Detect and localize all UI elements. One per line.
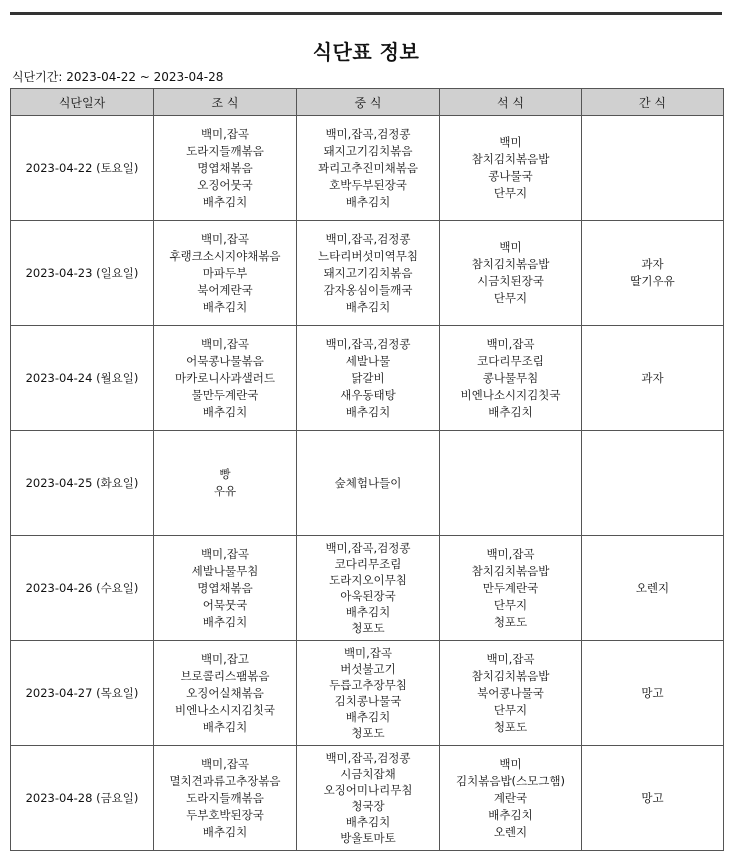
date-cell: 2023-04-28 (금요일) [11, 746, 154, 851]
dinner-item: 비엔나소시지김칫국 [460, 387, 561, 402]
snack-item: 딸기우유 [630, 274, 675, 288]
lunch-item: 배추김치 [345, 404, 391, 419]
lunch-item: 닭갈비 [351, 370, 385, 385]
lunch-cell [297, 431, 440, 536]
meal-table [10, 88, 724, 851]
dinner-cell [440, 431, 582, 536]
dinner-item: 만두계란국 [482, 580, 539, 595]
breakfast-item: 물만두계란국 [191, 387, 259, 402]
table-header-row [11, 89, 724, 116]
lunch-item: 배추김치 [345, 815, 391, 829]
lunch-item: 오징어미나리무침 [323, 783, 413, 797]
breakfast-item: 후랭크소시지야채볶음 [169, 248, 281, 263]
breakfast-item: 두부호박된장국 [186, 807, 264, 822]
header-snack: 간 식 [582, 89, 724, 116]
dinner-cell [440, 116, 582, 221]
dinner-item: 단무지 [493, 186, 528, 200]
lunch-item: 백미,잡곡,검정콩 [325, 126, 411, 141]
dinner-item: 백미,잡곡 [486, 336, 535, 351]
table-row [11, 221, 724, 326]
lunch-item: 아욱된장국 [340, 589, 396, 603]
breakfast-item: 마파두부 [202, 265, 248, 280]
lunch-item: 꽈리고추진미채볶음 [318, 160, 418, 175]
lunch-item: 배추김치 [345, 299, 391, 314]
date-cell: 2023-04-27 (목요일) [11, 641, 154, 746]
table-row [11, 431, 724, 536]
top-divider [10, 12, 722, 15]
breakfast-item: 브로콜리스팸볶음 [180, 668, 270, 683]
table-row [11, 641, 724, 746]
breakfast-item: 빵 [219, 467, 231, 481]
date-cell: 2023-04-25 (화요일) [11, 431, 154, 536]
snack-cell [582, 746, 724, 851]
lunch-item: 배추김치 [345, 194, 391, 209]
header-dinner: 석 식 [440, 89, 582, 116]
date-cell: 2023-04-24 (월요일) [11, 326, 154, 431]
snack-item: 과자 [641, 370, 664, 385]
snack-item: 망고 [641, 685, 664, 700]
dinner-cell [440, 641, 582, 746]
dinner-item: 백미 [499, 135, 522, 149]
lunch-item: 방울토마토 [340, 831, 396, 845]
date-cell: 2023-04-23 (일요일) [11, 221, 154, 326]
lunch-item: 백미,잡곡,검정콩 [325, 751, 411, 765]
dinner-item: 콩나물국 [488, 169, 533, 183]
lunch-cell [297, 536, 440, 641]
breakfast-item: 백미,잡곡 [200, 756, 250, 771]
lunch-item: 청포도 [351, 621, 385, 635]
dinner-cell [440, 326, 582, 431]
breakfast-item: 명엽채볶음 [197, 160, 253, 175]
breakfast-item: 배추김치 [202, 824, 248, 839]
dinner-item: 단무지 [493, 702, 528, 717]
snack-cell [582, 116, 724, 221]
dinner-item: 백미,잡곡 [486, 546, 535, 561]
dinner-item: 참치김치볶음밥 [471, 152, 550, 166]
breakfast-item: 백미,잡곡 [200, 231, 250, 246]
breakfast-item: 배추김치 [202, 404, 248, 419]
dinner-item: 청포도 [493, 719, 528, 734]
snack-cell [582, 431, 724, 536]
lunch-item: 세발나물 [345, 353, 391, 368]
dinner-cell [440, 221, 582, 326]
breakfast-cell [154, 116, 297, 221]
lunch-item: 백미,잡곡,검정콩 [325, 231, 411, 246]
snack-cell [582, 641, 724, 746]
breakfast-item: 배추김치 [202, 299, 248, 314]
lunch-item: 배추김치 [345, 605, 391, 619]
lunch-cell [297, 326, 440, 431]
dinner-item: 단무지 [493, 291, 528, 305]
date-cell: 2023-04-26 (수요일) [11, 536, 154, 641]
dinner-item: 백미,잡곡 [486, 651, 535, 666]
dinner-cell [440, 746, 582, 851]
lunch-cell [297, 116, 440, 221]
snack-item: 오렌지 [635, 580, 670, 595]
breakfast-item: 배추김치 [202, 194, 248, 209]
lunch-item: 시금치잡채 [340, 767, 396, 781]
table-row [11, 536, 724, 641]
lunch-cell [297, 746, 440, 851]
snack-cell [582, 221, 724, 326]
dinner-item: 콩나물무침 [482, 370, 539, 385]
dinner-item: 배추김치 [488, 807, 533, 822]
dinner-item: 백미 [499, 756, 522, 771]
lunch-item: 버섯불고기 [340, 662, 396, 676]
dinner-item: 단무지 [493, 597, 528, 612]
date-cell: 2023-04-22 (토요일) [11, 116, 154, 221]
snack-cell [582, 326, 724, 431]
lunch-item: 백미,잡곡 [343, 646, 393, 660]
breakfast-item: 백미,잡곡 [200, 546, 250, 561]
lunch-cell [297, 221, 440, 326]
table-row [11, 326, 724, 431]
breakfast-item: 세발나물무침 [191, 563, 259, 578]
lunch-item: 느타리버섯미역무침 [318, 248, 418, 263]
lunch-item: 배추김치 [345, 710, 391, 724]
dinner-item: 계란국 [493, 790, 528, 805]
table-body [11, 116, 724, 851]
table-row [11, 116, 724, 221]
breakfast-item: 배추김치 [202, 719, 248, 734]
breakfast-item: 북어계란국 [197, 282, 253, 297]
breakfast-item: 오징어실채볶음 [186, 685, 264, 700]
lunch-item: 코다리무조림 [334, 557, 402, 571]
dinner-item: 김치볶음밥(스모그햄) [456, 773, 565, 788]
dinner-item: 북어콩나물국 [477, 685, 544, 700]
breakfast-cell [154, 746, 297, 851]
breakfast-item: 어묵콩나물볶음 [186, 353, 264, 368]
dinner-item: 시금치된장국 [477, 274, 544, 288]
lunch-item: 감자옹심이들깨국 [323, 282, 413, 297]
breakfast-item: 백미,잡곡 [200, 336, 250, 351]
page-title: 식단표 정보 [312, 40, 420, 64]
dinner-cell [440, 536, 582, 641]
breakfast-item: 명엽채볶음 [197, 580, 253, 595]
dinner-item: 참치김치볶음밥 [471, 257, 550, 271]
breakfast-item: 오징어뭇국 [197, 177, 253, 192]
lunch-item: 청포도 [351, 726, 385, 740]
lunch-item: 숲체험나들이 [334, 475, 402, 490]
lunch-item: 도라지오이무침 [329, 573, 407, 587]
lunch-cell [297, 641, 440, 746]
breakfast-cell [154, 326, 297, 431]
breakfast-item: 멸치견과류고추장볶음 [169, 773, 281, 788]
lunch-item: 김치콩나물국 [334, 694, 402, 708]
dinner-item: 오렌지 [493, 824, 528, 839]
lunch-item: 호박두부된장국 [329, 177, 407, 192]
dinner-item: 배추김치 [488, 404, 533, 419]
header-breakfast: 조 식 [154, 89, 297, 116]
breakfast-item: 백미,잡고 [200, 651, 250, 666]
table-row [11, 746, 724, 851]
lunch-item: 돼지고기김치볶음 [323, 143, 413, 158]
snack-cell [582, 536, 724, 641]
breakfast-item: 도라지들깨볶음 [186, 143, 264, 158]
breakfast-item: 마카로니사과샐러드 [175, 370, 275, 385]
breakfast-item: 비엔나소시지김칫국 [175, 702, 275, 717]
dinner-item: 코다리무조림 [477, 353, 544, 368]
lunch-item: 백미,잡곡,검정콩 [325, 336, 411, 351]
snack-item: 망고 [641, 790, 664, 805]
lunch-item: 돼지고기김치볶음 [323, 265, 413, 280]
period-label: 식단기간: 2023-04-22 ~ 2023-04-28 [12, 70, 224, 84]
breakfast-cell [154, 431, 297, 536]
lunch-item: 새우동태탕 [340, 387, 396, 402]
breakfast-cell [154, 221, 297, 326]
breakfast-item: 어묵뭇국 [202, 597, 248, 612]
breakfast-item: 배추김치 [202, 614, 248, 629]
lunch-item: 청국장 [351, 799, 385, 813]
breakfast-item: 우유 [213, 484, 237, 498]
breakfast-cell [154, 641, 297, 746]
breakfast-cell [154, 536, 297, 641]
lunch-item: 두릅고추장무침 [329, 678, 407, 692]
dinner-item: 참치김치볶음밥 [471, 668, 550, 683]
lunch-item: 백미,잡곡,검정콩 [325, 541, 411, 555]
dinner-item: 청포도 [493, 614, 528, 629]
breakfast-item: 백미,잡곡 [200, 126, 250, 141]
dinner-item: 참치김치볶음밥 [471, 563, 550, 578]
breakfast-item: 도라지들깨볶음 [186, 790, 264, 805]
header-date: 식단일자 [11, 89, 154, 116]
snack-item: 과자 [641, 257, 664, 271]
dinner-item: 백미 [499, 240, 522, 254]
header-lunch: 중 식 [297, 89, 440, 116]
